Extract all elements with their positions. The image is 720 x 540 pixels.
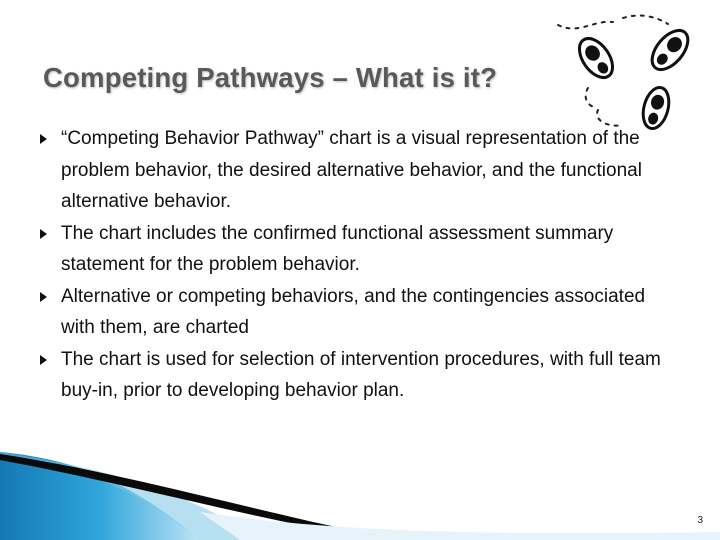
triangle-bullet-icon bbox=[40, 134, 47, 144]
bullet-text: The chart is used for selection of intervention procedures, with full team buy-in, prior to developing behavior plan. bbox=[61, 348, 661, 401]
triangle-bullet-icon bbox=[40, 355, 47, 365]
bullet-list bbox=[40, 123, 680, 407]
bullet-item bbox=[40, 281, 680, 344]
bullet-item bbox=[40, 123, 680, 218]
bullet-text: The chart includes the confirmed functional assessment summary statement for the problem behavior. bbox=[61, 222, 614, 275]
bullet-text: Alternative or competing behaviors, and the contingencies associated with them, are charted bbox=[61, 285, 646, 338]
slide-title: Competing Pathways – What is it? bbox=[43, 62, 498, 93]
bullet-item bbox=[40, 344, 680, 407]
footprints-icon bbox=[538, 10, 718, 140]
bullet-text: “Competing Behavior Pathway” chart is a visual representation of the problem behavior, the desired alternative behavior, and the functional alternative behavior. bbox=[61, 128, 642, 212]
bullet-item bbox=[40, 218, 680, 281]
triangle-bullet-icon bbox=[40, 292, 47, 302]
page-number: 3 bbox=[697, 515, 703, 526]
triangle-bullet-icon bbox=[40, 229, 47, 239]
bottom-swoosh-decoration bbox=[0, 452, 720, 540]
